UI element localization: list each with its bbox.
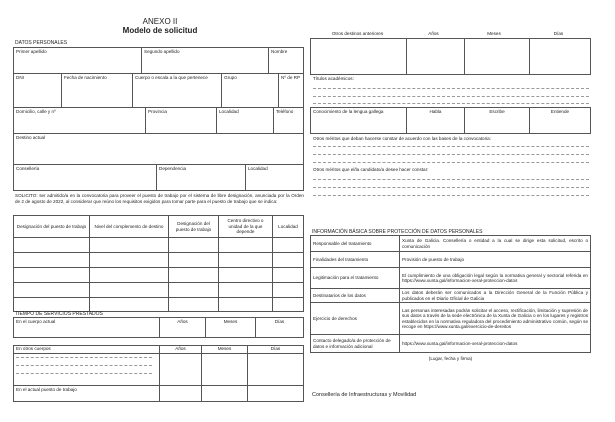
col-nivel: Nivel del complemento de destino (90, 216, 169, 238)
meritos1-label: Otros méritos que deban hacerse constar de acuerdo con las bases de la convocatoria: (313, 136, 491, 141)
dotted-line (16, 373, 152, 374)
dotted-line[interactable] (313, 103, 589, 104)
page-title (0, 17, 320, 35)
dias-header: Días (553, 31, 564, 36)
dotted-line (16, 365, 152, 366)
dotted-line (16, 357, 152, 358)
entiende-field[interactable]: Entiende (530, 108, 591, 134)
anos-field[interactable] (407, 39, 465, 75)
col-localidad: Localidad (273, 216, 304, 238)
proteccion-key: Destinatarios de los datos (311, 289, 400, 303)
otros-destinos-label: Otros destinos anteriores (331, 31, 384, 36)
dias-field[interactable]: Días (256, 318, 304, 338)
annex-title: ANEXO II (142, 17, 178, 26)
meses-header: Meses (487, 31, 501, 36)
field-localidad[interactable]: Localidad (217, 108, 274, 134)
firma-label: (Lugar, fecha y firma) (428, 356, 473, 361)
anos-header: Años (428, 31, 439, 36)
puesto-actual-label: En el actual puesto de trabajo (14, 386, 160, 402)
dotted-line[interactable] (313, 154, 589, 155)
proteccion-value: Los datos deberán ser comunicados a la Dirección General de la Función Pública y publicados en el Diario Oficial de Galicia (400, 289, 591, 303)
dotted-line[interactable] (313, 179, 589, 180)
field-grupo[interactable]: Grupo (222, 74, 279, 108)
table-row[interactable] (14, 253, 304, 268)
anos-header: Años (160, 346, 202, 354)
anos-field[interactable]: Años (160, 318, 206, 338)
dias-header: Días (248, 346, 304, 354)
escribe-field[interactable]: Escribe (465, 108, 530, 134)
dias-field[interactable] (530, 39, 591, 75)
table-row[interactable] (14, 283, 304, 298)
lengua-label: Conocimiento de la lengua gallega (311, 108, 407, 134)
dotted-line[interactable] (313, 162, 589, 163)
proteccion-value: El cumplimiento de una obligación legal según la normativa general y sectorial referida en https://www.xunta.gal/informacion-xeral-proteccion-datos (400, 268, 591, 289)
field-cuerpo[interactable]: Cuerpo o escala a la que pertenece (133, 74, 222, 108)
field-domicilio[interactable]: Domicilio, calle y nº (14, 108, 146, 134)
table-row[interactable] (14, 268, 304, 283)
field-provincia[interactable]: Provincia (146, 108, 217, 134)
col-designacion-2: Designación del puesto de trabajo (169, 216, 219, 238)
personal-table-4 (13, 133, 304, 165)
col-designacion: Designación del puesto de trabajo (14, 216, 90, 238)
personal-heading: DATOS PERSONALES (15, 40, 68, 46)
proteccion-key: Finalidades del tratamiento (311, 252, 400, 268)
field-telefono[interactable]: Teléfono (274, 108, 304, 134)
proteccion-key: Legitimación para el tratamiento (311, 268, 400, 289)
habla-field[interactable]: Habla (407, 108, 465, 134)
puestos-table (13, 215, 304, 312)
field-conselleria[interactable]: Consellería (14, 165, 157, 191)
otros-destinos-header (310, 31, 591, 37)
proteccion-key: Ejercicio de derechos (311, 303, 400, 335)
tiempo-actual-table (13, 317, 304, 338)
cuerpo-actual-label: En el cuerpo actual (14, 318, 160, 338)
tiempo-heading: TIEMPO DE SERVICIOS PRESTADOS (15, 311, 103, 317)
personal-table-5 (13, 164, 304, 191)
dotted-line[interactable] (313, 187, 589, 188)
otros-destinos-table (310, 38, 591, 75)
field-primer-apellido[interactable]: Primer apellido (14, 48, 142, 74)
proteccion-value: https://www.xunta.gal/informacion-xeral-proteccion-datos (400, 335, 591, 353)
meses-header: Meses (202, 346, 248, 354)
dotted-line[interactable] (313, 146, 589, 147)
dotted-line[interactable] (313, 195, 589, 196)
field-nrp[interactable]: Nº de RP (279, 74, 304, 108)
form-subtitle: Modelo de solicitud (122, 26, 198, 35)
col-centro: Centro directivo o unidad de la que depende (219, 216, 273, 238)
field-nombre[interactable]: Nombre (269, 48, 304, 74)
field-destino[interactable]: Destino actual (14, 134, 304, 165)
field-localidad-destino[interactable]: Localidad (246, 165, 304, 191)
personal-table-3 (13, 107, 304, 134)
meritos2-label: Otros méritos que el/la candidato/a desee hacer constar: (313, 167, 429, 172)
personal-table-2 (13, 73, 304, 108)
titulos-label: Títulos académicos: (313, 76, 354, 81)
proteccion-key: Responsable del tratamiento (311, 236, 400, 252)
dotted-line[interactable] (313, 88, 589, 89)
proteccion-value: Las personas interesadas podrán solicitar el acceso, rectificación, limitación y supresión de sus datos a través de la sede electrónica de la Xunta de Galicia o en los lugares y registros establecidos en la normativa reguladora del procedimiento administrativo común, según se recoge en https://www.xunta.gal/exercicio-de-dereitos (400, 303, 591, 335)
table-row[interactable] (14, 298, 304, 312)
proteccion-value: Xunta de Galicia. Consellería o entidad a la cual se dirige esta solicitud, escrito o comunicación (400, 236, 591, 252)
proteccion-key: Contacto delegado/a de protección de datos e información adicional (311, 335, 400, 353)
field-dependencia[interactable]: Dependencia (157, 165, 246, 191)
footer-text: Consellería de Infraestructuras y Movilidad (312, 392, 417, 398)
otros-destinos-field[interactable] (311, 39, 407, 75)
lengua-table (310, 107, 591, 134)
meses-field[interactable] (465, 39, 530, 75)
solicito-text: SOLICITO: ser admitido/a en la convocatoria para proveer el puesto de trabajo por el sistema de libre designación, anunciada por la Orden de 2 de agosto de 2022, al considerar que reúno los requisitos exigidos para tomar parte para el puesto de trabajo que se indica: (15, 193, 304, 204)
otros-cuerpos-lines[interactable] (14, 354, 160, 386)
field-fecha[interactable]: Fecha de nacimiento (62, 74, 133, 108)
dotted-line[interactable] (313, 96, 589, 97)
field-dni[interactable]: DNI (14, 74, 62, 108)
otros-cuerpos-label: En otros cuerpos (14, 346, 160, 354)
field-segundo-apellido[interactable]: Segundo apellido (142, 48, 269, 74)
proteccion-value: Provisión de puesto de trabajo (400, 252, 591, 268)
personal-table-1 (13, 47, 304, 74)
meses-field[interactable]: Meses (206, 318, 256, 338)
table-row[interactable] (14, 238, 304, 253)
proteccion-heading: INFORMACIÓN BÁSICA SOBRE PROTECCIÓN DE DATOS PERSONALES (312, 229, 483, 235)
proteccion-table (310, 235, 591, 353)
